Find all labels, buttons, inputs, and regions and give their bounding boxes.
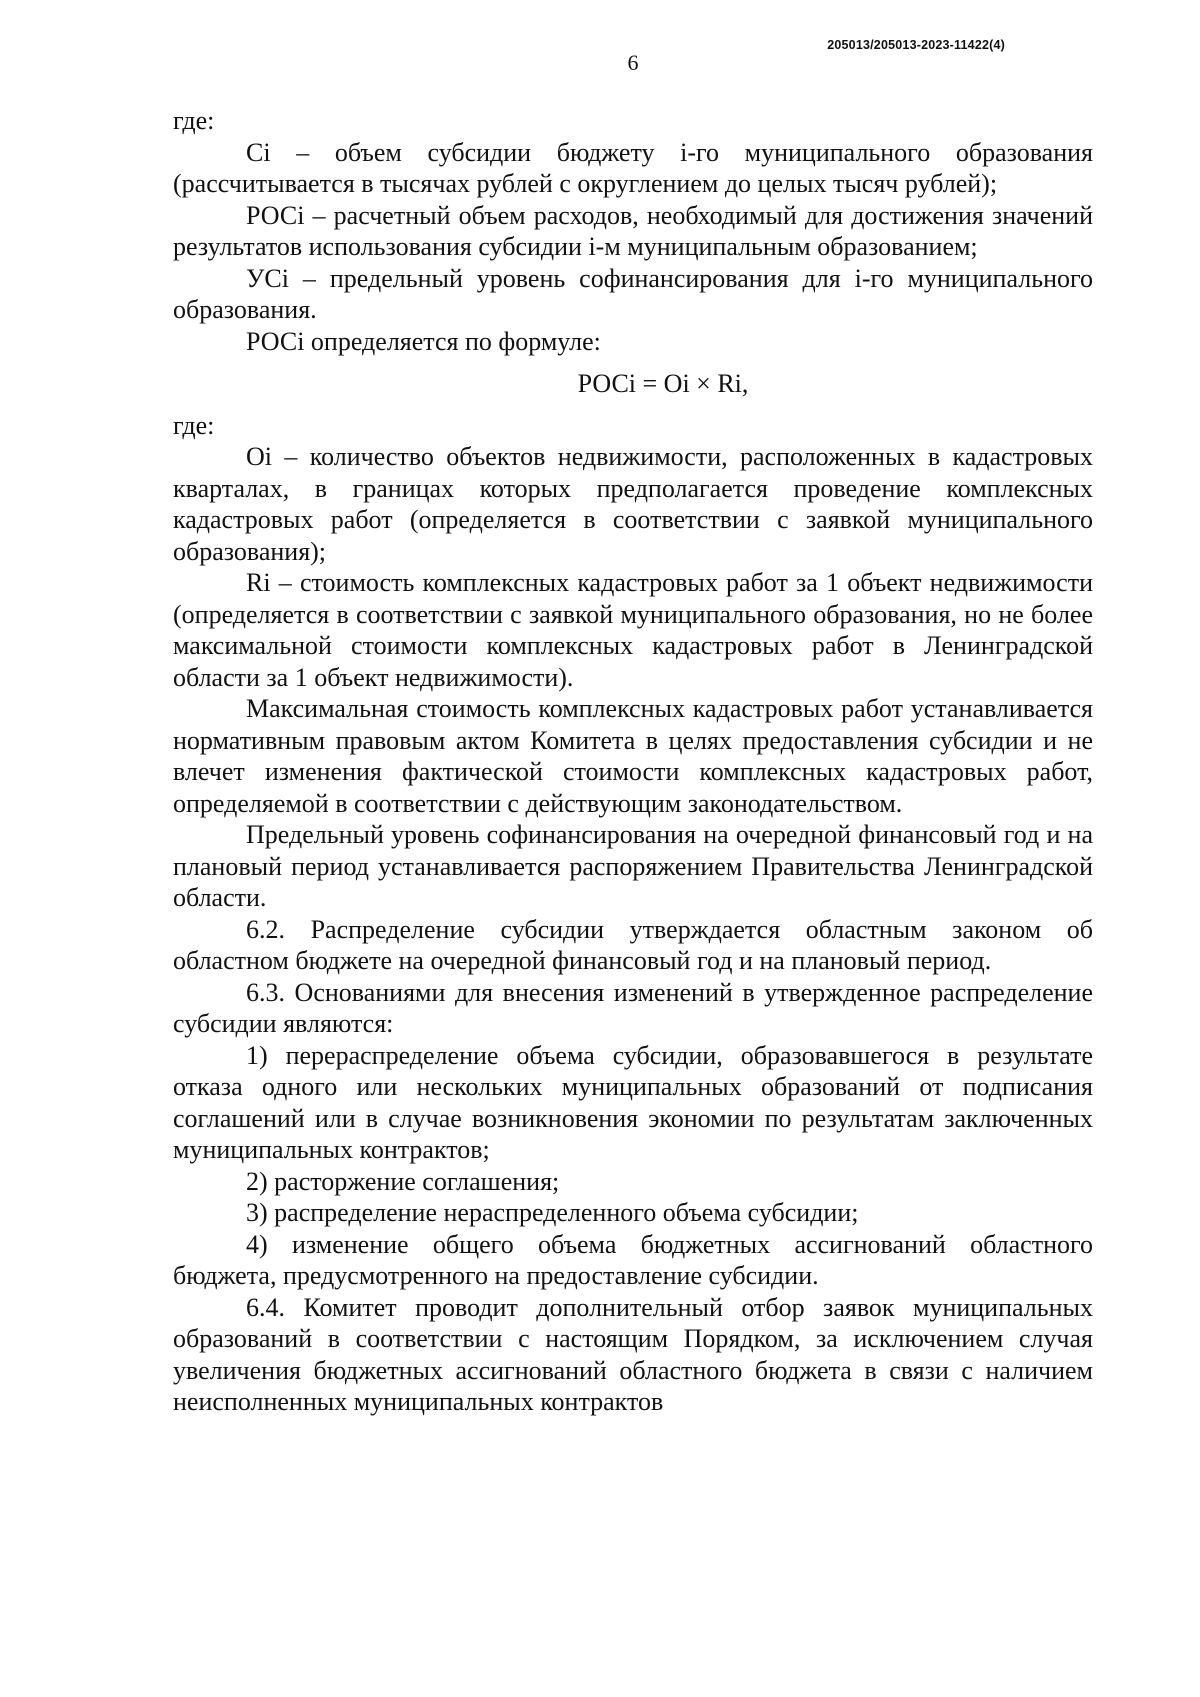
- paragraph-cofinancing-level: Предельный уровень софинансирования на очередной финансовый год и на плановый период устанавливается распоряжением Правительства Ленинградской области.: [173, 820, 1093, 912]
- paragraph-max-cost: Максимальная стоимость комплексных кадастровых работ устанавливается нормативным правовым актом Комитета в целях предоставления субсидии и не влечет изменения фактической стоимости комплексных кадастровых работ, определяемой в соответствии с действующим законодательством.: [173, 694, 1093, 818]
- paragraph-6-4: 6.4. Комитет проводит дополнительный отбор заявок муниципальных образований в соответствии с настоящим Порядком, за исключением случая увеличения бюджетных ассигнований областного бюджета в связи с наличием неисполненных муниципальных контрактов: [173, 1292, 1093, 1416]
- list-item-4: 4) изменение общего объема бюджетных ассигнований областного бюджета, предусмотренного на предоставление субсидии.: [173, 1229, 1093, 1290]
- paragraph-6-2: 6.2. Распределение субсидии утверждается областным законом об областном бюджете на очередной финансовый год и на плановый период.: [173, 914, 1093, 975]
- document-body: [173, 105, 1093, 1418]
- paragraph-oi-definition: Oi – количество объектов недвижимости, расположенных в кадастровых кварталах, в границах которых предполагается проведение комплексных кадастровых работ (определяется в соответствии с заявкой муниципального образования);: [173, 442, 1093, 566]
- formula-rosi: РОСi = Oi × Ri,: [577, 369, 749, 398]
- paragraph-where-2: где:: [173, 410, 215, 440]
- document-id: 205013/205013-2023-11422(4): [827, 38, 1005, 52]
- list-item-2: 2) расторжение соглашения;: [246, 1166, 560, 1196]
- paragraph-rosi-definition: РОСi – расчетный объем расходов, необходимый для достижения значений результатов использования субсидии i-м муниципальным образованием;: [173, 200, 1093, 261]
- paragraph-usi-definition: УСi – предельный уровень софинансирования для i-го муниципального образования.: [173, 263, 1093, 324]
- paragraph-rosi-formula-intro: РОСi определяется по формуле:: [246, 326, 601, 356]
- page-number: 6: [627, 50, 639, 75]
- list-item-1: 1) перераспределение объема субсидии, образовавшегося в результате отказа одного или нескольких муниципальных образований от подписания соглашений или в случае возникновения экономии по результатам заключенных муниципальных контрактов;: [173, 1040, 1093, 1164]
- paragraph-6-3: 6.3. Основаниями для внесения изменений в утвержденное распределение субсидии являются:: [173, 977, 1093, 1038]
- paragraph-ri-definition: Ri – стоимость комплексных кадастровых работ за 1 объект недвижимости (определяется в соответствии с заявкой муниципального образования, но не более максимальной стоимости комплексных кадастровых работ в Ленинградской области за 1 объект недвижимости).: [173, 568, 1093, 692]
- paragraph-ci-definition: Ci – объем субсидии бюджету i-го муниципального образования (рассчитывается в тысячах рублей с округлением до целых тысяч рублей);: [173, 137, 1093, 198]
- list-item-3: 3) распределение нераспределенного объема субсидии;: [246, 1198, 859, 1227]
- paragraph-where-1: где:: [173, 106, 215, 135]
